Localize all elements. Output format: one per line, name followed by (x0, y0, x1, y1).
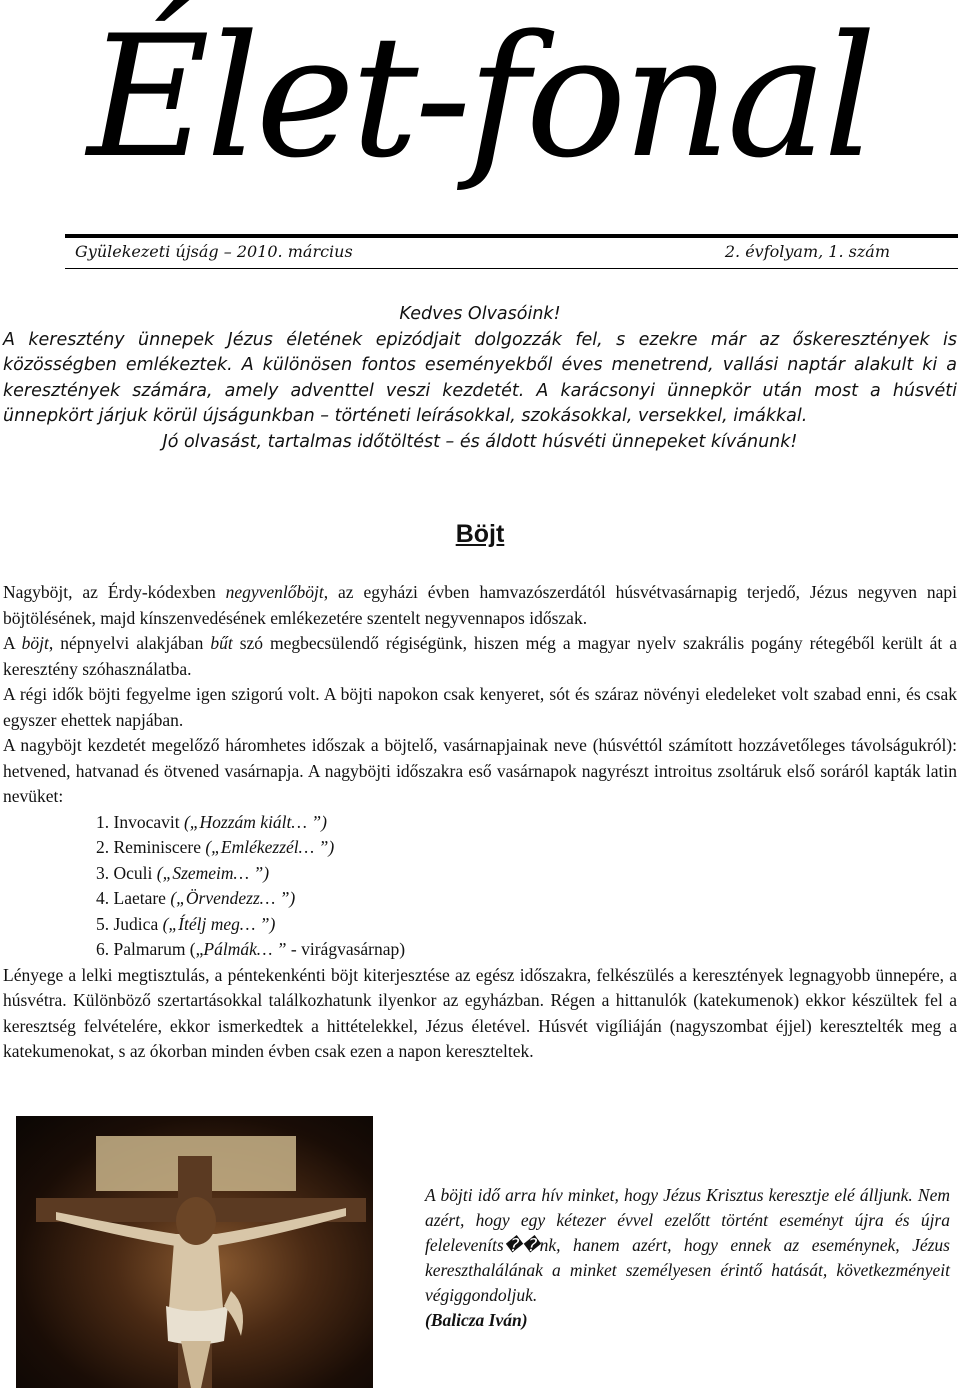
quote-text: A böjti idő arra hív minket, hogy Jézus Krisztus keresztje elé álljunk. Nem azért, hogy egy kétezer évvel ezelőtt történt eseményt újra és újra feleleveníts��nk, hanem azért, hogy ennek az eseménynek, Jézus kereszthalálának a minket személyesen érintő hatását, következményeit végiggondoljuk. (425, 1185, 950, 1305)
list-item: 3. Oculi („Szemeim… ”) (96, 862, 270, 883)
issue-number: 2. évfolyam, 1. szám (724, 242, 890, 261)
intro-paragraph: A keresztény ünnepek Jézus életének epizódjait dolgozzák fel, s ezekre már az őskeresztények is közösségben emlékeztek. A különösen fontos eseményekből éves menetrend, vallási naptár alakult ki a keresztények számára, amely adventtel veszi kezdetét. A karácsonyi ünnepkör után most a húsvéti ünnepkört járjuk körül újságunkban – történeti leírásokkal, szokásokkal, versekkel, imákkal. (3, 329, 957, 426)
greeting: Kedves Olvasóink! (399, 304, 561, 324)
list-item: 6. Palmarum („Pálmák… ” - virágvasárnap) (96, 939, 406, 959)
article-paragraph-1: Nagyböjt, az Érdy-kódexben negyvenlőböjt, az egyházi évben hamvazószerdától húsvétvasárnapig terjedő, Jézus negyven napi böjtölésének, majd kínszenvedésének emlékezetére szentelt negyvennapos időszak. (3, 582, 958, 628)
crucifix-photo (16, 1116, 373, 1388)
list-item: 2. Reminiscere („Emlékezzél… ”) (96, 837, 335, 857)
list-item: 4. Laetare („Örvendezz… ”) (96, 888, 296, 908)
article-paragraph-2: A böjt, népnyelvi alakjában bűt szó megbecsülendő régiségünk, hiszen még a magyar nyelv szakrális pogány rétegéből került át a keresztény szóhasználatba. (3, 633, 957, 679)
header-rule (65, 234, 958, 238)
editorial-intro (3, 302, 957, 455)
quote-author: (Balicza Iván) (425, 1310, 528, 1330)
article-paragraph-3: A régi idők böjti fegyelme igen szigorú volt. A böjti napokon csak kenyeret, sót és száraz növényi eledeleket volt szabad enni, és csak egyszer ehettek napjában. (3, 684, 957, 730)
sunday-list (3, 810, 957, 963)
crucifix-icon (16, 1116, 373, 1388)
list-item: 5. Judica („Ítélj meg… ”) (96, 913, 276, 934)
article-body (3, 580, 957, 1065)
masthead (0, 0, 960, 230)
newsletter-title: Élet-fonal (87, 0, 873, 195)
closing-wish: Jó olvasást, tartalmas időtöltést – és áldott húsvéti ünnepeket kívánunk! (162, 431, 798, 452)
article-paragraph-5: Lényege a lelki megtisztulás, a péntekenkénti böjt kiterjesztése az egész időszakra, felkészülés a keresztények legnagyobb ünnepére, a húsvétra. Különböző szertartásokkal találkozhatunk ilyenkor az egyházban. Régen a hittanulók (katekumenok) ekkor készültek fel a keresztség felvételére, ekkor ismerkedtek a hittételekkel, Jézus életével. Húsvét vigíliáján (nagyszombat éjjel) keresztelték meg a katekumenokat, s az ókorban minden évben csak ezen a napon kereszteltek. (3, 964, 957, 1061)
article-paragraph-4: A nagyböjt kezdetét megelőző háromhetes időszak a böjtelő, vasárnapjainak neve (húsvéttól számított hozzávetőleges távolságukról): hetvened, hatvanad és ötvened vasárnapja. A nagyböjti időszakra eső vasárnapok nagyrészt introitus zsoltáruk első soráról kapták latin nevüket: (3, 735, 957, 806)
article-title: Böjt (455, 520, 505, 548)
closing-quote (425, 1183, 950, 1333)
issue-date: Gyülekezeti újság – 2010. március (75, 242, 353, 261)
list-item: 1. Invocavit („Hozzám kiált… ”) (96, 811, 327, 832)
header-rule-thin (65, 268, 958, 269)
